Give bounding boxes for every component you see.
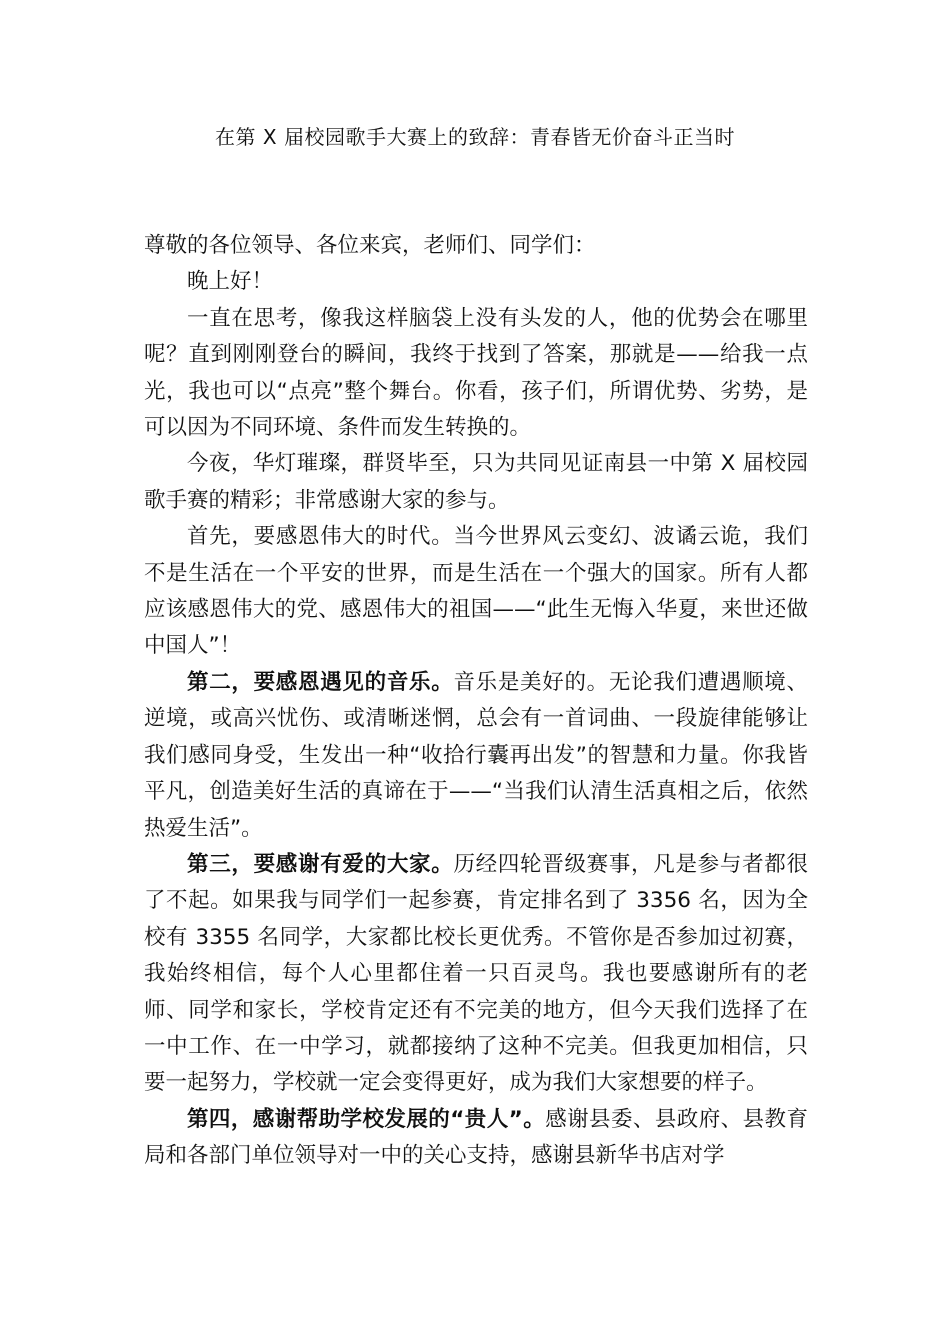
paragraph-lead: 第三，要感谢有爱的大家。: [187, 851, 454, 877]
paragraph-text: 首先，要感恩伟大的时代。当今世界风云变幻、波谲云诡，我们不是生活在一个平安的世界，而是生活在一个强大的国家。所有人都应该感恩伟大的党、感恩伟大的祖国——“此生无悔入华夏，来世还做中国人”！: [144, 524, 808, 659]
paragraph-4: [144, 665, 808, 847]
document-body: [144, 228, 808, 1175]
document-title: 在第 X 届校园歌手大赛上的致辞：青春皆无价奋斗正当时: [215, 125, 735, 149]
paragraph-6: [144, 1102, 808, 1175]
paragraph-text: 历经四轮晋级赛事，凡是参与者都很了不起。如果我与同学们一起参赛，肯定排名到了 3356 名，因为全校有 3355 名同学，大家都比校长更优秀。不管你是否参加过初赛，我始终相信，每个人心里都住着一只百灵鸟。我也要感谢所有的老师、同学和家长，学校肯定还有不完美的地方，但今天我们选择了在一中工作、在一中学习，就都接纳了这种不完美。但我更加相信，只要一起努力，学校就一定会变得更好，成为我们大家想要的样子。: [144, 851, 808, 1096]
paragraph-3: [144, 519, 808, 665]
paragraph-lead: 第四，感谢帮助学校发展的“贵人”。: [187, 1106, 546, 1132]
paragraph-text: 一直在思考，像我这样脑袋上没有头发的人，他的优势会在哪里呢？直到刚刚登台的瞬间，我终于找到了答案，那就是——给我一点光，我也可以“点亮”整个舞台。你看，孩子们，所谓优势、劣势，是可以因为不同环境、条件而发生转换的。: [144, 305, 808, 441]
paragraph-2: [144, 446, 808, 519]
greeting: 晚上好！: [187, 269, 274, 295]
paragraph-text: 今夜，华灯璀璨，群贤毕至，只为共同见证南县一中第 X 届校园歌手赛的精彩；非常感谢大家的参与。: [144, 451, 808, 513]
paragraph-5: [144, 847, 808, 1102]
paragraph-text: 音乐是美好的。无论我们遭遇顺境、逆境，或高兴忧伤、或清晰迷惘，总会有一首词曲、一段旋律能够让我们感同身受，生发出一种“收拾行囊再出发”的智慧和力量。你我皆平凡，创造美好生活的真谛在于——“当我们认清生活真相之后，依然热爱生活”。: [144, 669, 808, 841]
paragraph-1: [144, 301, 808, 447]
paragraph-lead: 第二，要感恩遇见的音乐。: [187, 669, 454, 695]
paragraph-text: 感谢县委、县政府、县教育局和各部门单位领导对一中的关心支持，感谢县新华书店对学: [144, 1106, 808, 1169]
salutation: 尊敬的各位领导、各位来宾，老师们、同学们：: [144, 233, 596, 258]
